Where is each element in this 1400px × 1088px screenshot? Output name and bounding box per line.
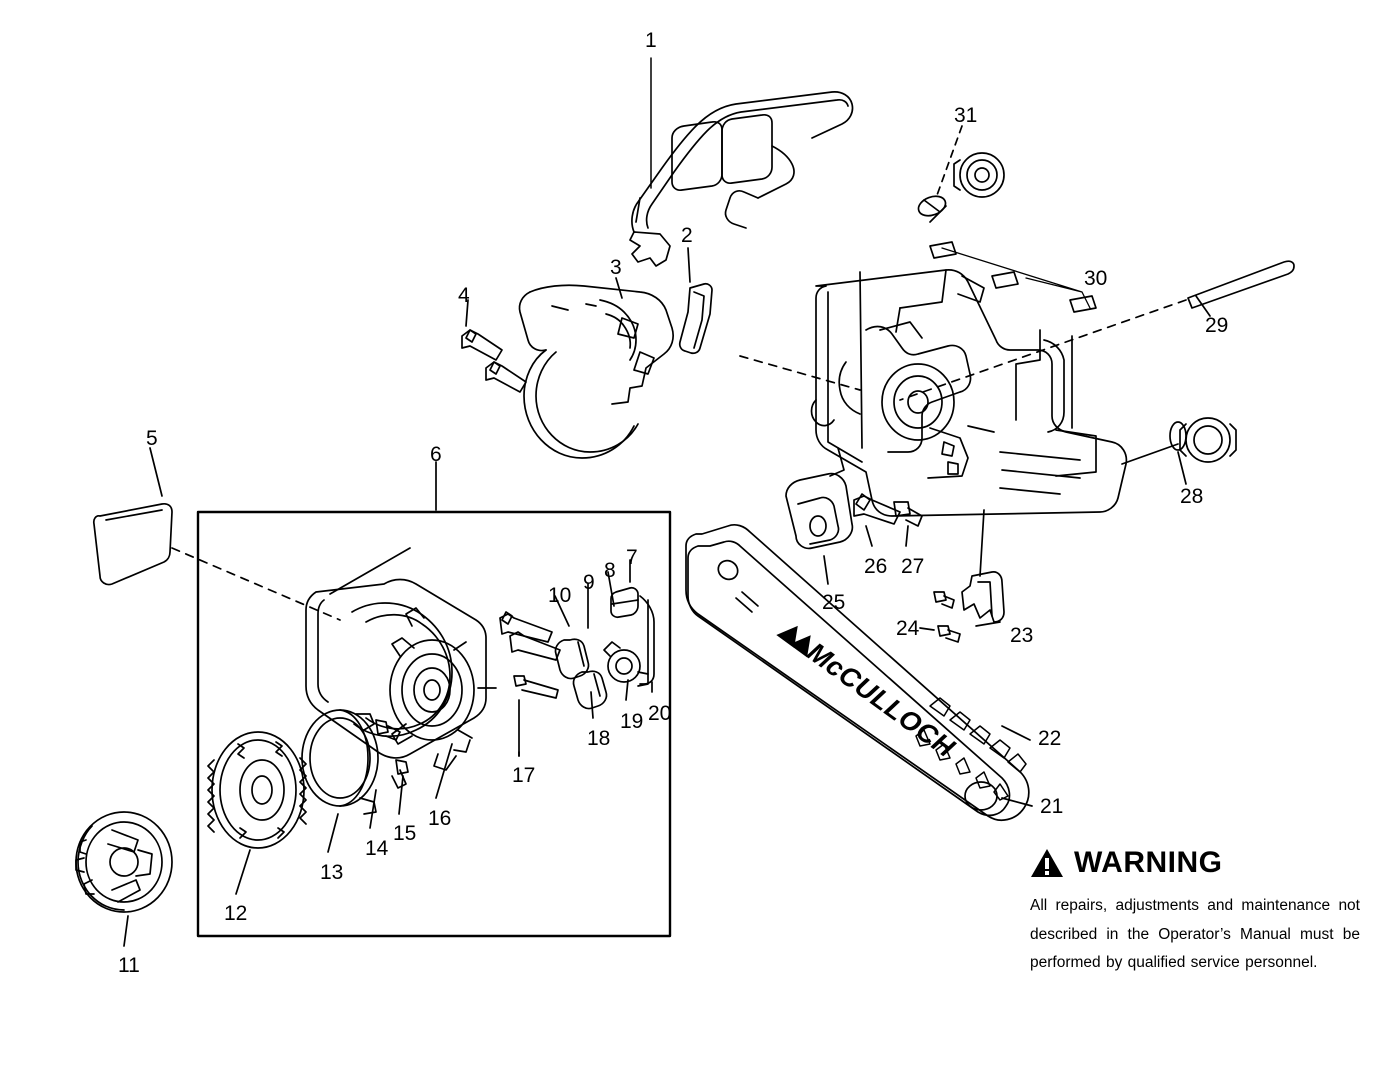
callout-13: 13 — [320, 861, 344, 884]
callout-30: 30 — [1084, 267, 1108, 290]
callout-22: 22 — [1038, 727, 1062, 750]
part-starter-housing — [306, 548, 496, 770]
warning-body: All repairs, adjustments and maintenance not described in the Operator’s Manual must be performed by qualified service personnel. — [1030, 897, 1360, 972]
svg-text:McCULLOCH: McCULLOCH — [801, 636, 961, 764]
part-long-screws — [500, 612, 560, 756]
callout-28: 28 — [1180, 485, 1204, 508]
part-flywheel-11 — [76, 812, 172, 912]
callout-17: 17 — [512, 764, 536, 787]
callout-8: 8 — [604, 559, 616, 582]
callout-24: 24 — [896, 617, 920, 640]
part-rod-29 — [1188, 261, 1294, 308]
part-muffler-25 — [786, 474, 852, 549]
part-lever-2 — [680, 284, 712, 353]
callout-2: 2 — [681, 224, 693, 247]
callout-4: 4 — [458, 284, 470, 307]
callout-16: 16 — [428, 807, 452, 830]
part-top-handle — [630, 92, 853, 266]
part-bumper-spike-23 — [962, 572, 1004, 622]
callout-20: 20 — [648, 702, 672, 725]
callout-10: 10 — [548, 584, 572, 607]
warning-title: WARNING — [1074, 846, 1223, 879]
callout-31: 31 — [954, 104, 978, 127]
callout-14: 14 — [365, 837, 389, 860]
callout-5: 5 — [146, 427, 158, 450]
part-screws-26-27 — [854, 494, 922, 526]
part-brake-handle-3 — [519, 285, 673, 458]
callout-19: 19 — [620, 710, 644, 733]
callout-12: 12 — [224, 902, 248, 925]
callout-23: 23 — [1010, 624, 1034, 647]
callout-7: 7 — [626, 546, 638, 569]
part-engine-housing — [812, 267, 1127, 516]
callout-26: 26 — [864, 555, 888, 578]
callout-1: 1 — [645, 29, 657, 52]
callout-3: 3 — [610, 256, 622, 279]
part-screws-4 — [462, 330, 526, 392]
part-oil-cap-28 — [1170, 418, 1236, 462]
guide-bar-brand — [760, 617, 980, 800]
callout-9: 9 — [583, 571, 595, 594]
callout-11: 11 — [118, 954, 140, 977]
part-rope-drum-12 — [208, 732, 306, 848]
part-fuel-cap-31 — [916, 153, 1004, 219]
callout-27: 27 — [901, 555, 925, 578]
callout-6: 6 — [430, 443, 442, 466]
warning-triangle-icon — [1030, 848, 1064, 878]
warning-block — [1030, 846, 1360, 978]
part-decal-5 — [94, 504, 172, 585]
callout-29: 29 — [1205, 314, 1229, 337]
subassembly-box-6 — [198, 512, 670, 936]
callout-21: 21 — [1040, 795, 1064, 818]
callout-18: 18 — [587, 727, 611, 750]
warning-header — [1030, 846, 1360, 880]
callout-15: 15 — [393, 822, 417, 845]
callout-25: 25 — [822, 591, 846, 614]
